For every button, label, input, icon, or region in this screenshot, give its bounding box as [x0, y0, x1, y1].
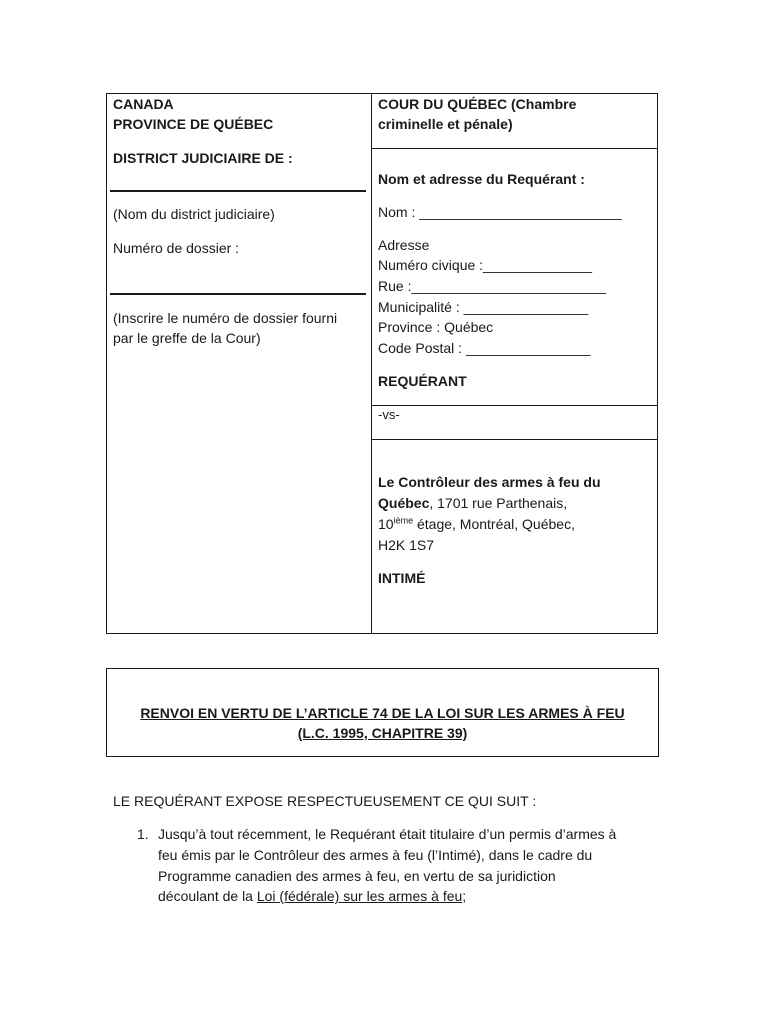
- right-separator-2: [371, 405, 658, 406]
- firearms-act-link[interactable]: Loi (fédérale) sur les armes à feu: [256, 888, 463, 904]
- item-1-line2: feu émis par le Contrôleur des armes à feu (l’Intimé), dans le cadre du: [158, 847, 593, 863]
- title-line2: (L.C. 1995, CHAPITRE 39): [297, 725, 468, 741]
- header-table-divider: [371, 93, 372, 634]
- respondent-line2: [378, 493, 567, 513]
- court-name-line2: criminelle et pénale): [378, 116, 513, 132]
- district-hint: (Nom du district judiciaire): [113, 206, 275, 222]
- district-label: DISTRICT JUDICIAIRE DE :: [113, 150, 293, 166]
- item-1-number: 1.: [137, 826, 149, 842]
- item-1-line4-prefix: découlant de la: [158, 888, 257, 904]
- country-label: CANADA: [113, 96, 174, 112]
- file-number-label: Numéro de dossier :: [113, 240, 240, 256]
- civic-number-field: Numéro civique :______________: [378, 257, 593, 273]
- street-field: Rue :_________________________: [378, 278, 607, 294]
- province-field: Province : Québec: [378, 319, 494, 335]
- respondent-line3: [378, 514, 575, 534]
- title-line1: RENVOI EN VERTU DE L’ARTICLE 74 DE LA LOI SUR LES ARMES À FEU: [140, 705, 625, 721]
- right-separator-3: [371, 439, 658, 440]
- respondent-postal-code: H2K 1S7: [378, 537, 435, 553]
- address-label: Adresse: [378, 237, 430, 253]
- item-1-line1: Jusqu’à tout récemment, le Requérant était titulaire d’un permis d’armes à: [158, 826, 617, 842]
- right-separator-1: [371, 148, 658, 149]
- item-1-line4-suffix: ;: [462, 888, 467, 904]
- respondent-role: INTIMÉ: [378, 570, 426, 586]
- applicant-name-field: Nom : __________________________: [378, 204, 622, 220]
- applicant-heading: Nom et adresse du Requérant :: [378, 171, 585, 187]
- item-1-line4: [158, 886, 466, 906]
- postal-code-field: Code Postal : ________________: [378, 340, 591, 356]
- district-blank-line: [110, 190, 366, 192]
- versus-label: -vs-: [378, 407, 400, 422]
- court-name-line1: COUR DU QUÉBEC (Chambre: [378, 96, 577, 112]
- respondent-name-line2: Québec: [378, 495, 430, 511]
- respondent-floor-suffix: ième: [393, 515, 414, 526]
- respondent-floor-number: 10: [378, 516, 394, 532]
- applicant-role: REQUÉRANT: [378, 373, 467, 389]
- province-label: PROVINCE DE QUÉBEC: [113, 116, 274, 132]
- respondent-name-line1: Le Contrôleur des armes à feu du: [378, 474, 601, 490]
- municipality-field: Municipalité : ________________: [378, 299, 589, 315]
- respondent-address-line3: étage, Montréal, Québec,: [413, 516, 575, 532]
- intro-statement: LE REQUÉRANT EXPOSE RESPECTUEUSEMENT CE QUI SUIT :: [113, 793, 537, 809]
- file-number-blank-line: [110, 293, 366, 295]
- item-1-line3: Programme canadien des armes à feu, en vertu de sa juridiction: [158, 868, 556, 884]
- file-number-hint-2: par le greffe de la Cour): [113, 330, 261, 346]
- file-number-hint-1: (Inscrire le numéro de dossier fourni: [113, 310, 338, 326]
- respondent-address-line2: , 1701 rue Parthenais,: [429, 495, 568, 511]
